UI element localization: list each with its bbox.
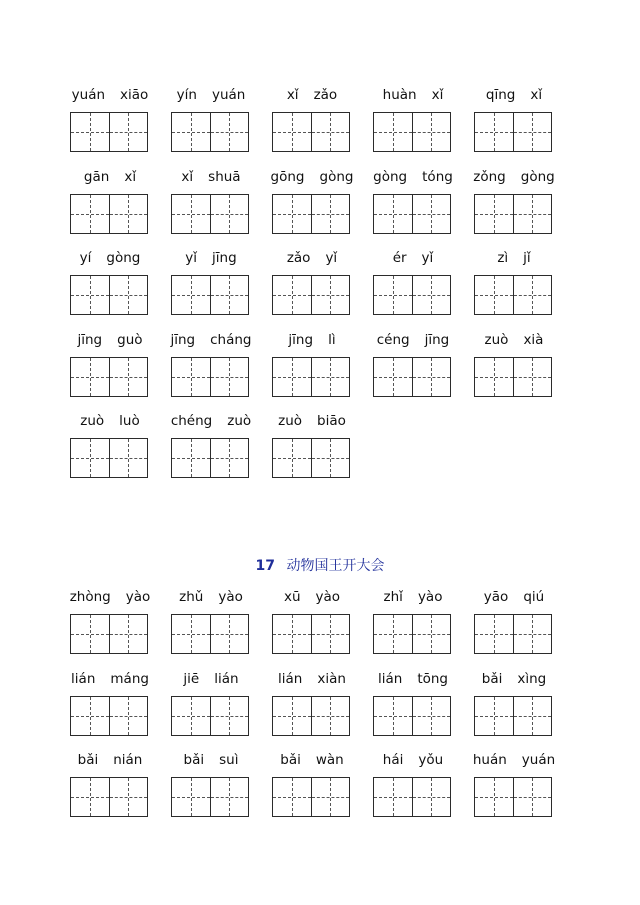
pinyin-row — [0, 670, 640, 752]
pinyin-grid-section-2 — [0, 588, 640, 833]
tianzige-box[interactable] — [412, 195, 451, 233]
pinyin-row — [0, 249, 640, 331]
tianzige-box[interactable] — [475, 195, 513, 233]
tianzige-box[interactable] — [412, 615, 451, 653]
pinyin-grid-section-1 — [0, 86, 640, 494]
pinyin-syllable: zuò — [278, 413, 303, 429]
pinyin-syllable: bǎi — [183, 752, 205, 768]
tianzige-box[interactable] — [210, 439, 249, 477]
tianzige-box[interactable] — [475, 113, 513, 151]
pinyin-label — [369, 751, 457, 769]
writing-box-pair[interactable] — [70, 696, 148, 736]
pinyin-label — [167, 412, 255, 430]
pinyin-syllable: zhòng — [69, 589, 111, 605]
pinyin-label — [167, 168, 255, 186]
writing-box-pair[interactable] — [272, 194, 350, 234]
pinyin-label — [167, 670, 255, 688]
tianzige-box[interactable] — [172, 439, 210, 477]
tianzige-box[interactable] — [475, 615, 513, 653]
word-cell — [171, 670, 272, 752]
pinyin-syllable: bǎi — [77, 752, 99, 768]
tianzige-box[interactable] — [71, 439, 109, 477]
pinyin-syllable: yín — [176, 87, 197, 103]
pinyin-syllable: zuò — [227, 413, 252, 429]
word-cell — [272, 249, 373, 331]
tianzige-box[interactable] — [71, 615, 109, 653]
tianzige-box[interactable] — [210, 697, 249, 735]
writing-box-pair[interactable] — [70, 777, 148, 817]
writing-box-pair[interactable] — [171, 357, 249, 397]
tianzige-box[interactable] — [475, 778, 513, 816]
tianzige-box[interactable] — [109, 615, 148, 653]
pinyin-syllable: jiē — [183, 670, 200, 687]
word-cell — [373, 86, 474, 168]
pinyin-syllable: lián — [71, 670, 96, 687]
pinyin-syllable: zuò — [484, 331, 509, 348]
pinyin-syllable: tōng — [417, 670, 449, 687]
word-cell — [373, 670, 474, 752]
pinyin-syllable: zuò — [80, 413, 105, 429]
word-cell — [373, 751, 474, 833]
tianzige-box[interactable] — [71, 358, 109, 396]
writing-box-pair[interactable] — [373, 275, 451, 315]
pinyin-label — [66, 86, 154, 104]
pinyin-label — [369, 168, 457, 186]
word-cell — [70, 331, 171, 413]
pinyin-label — [369, 86, 457, 104]
writing-box-pair[interactable] — [70, 112, 148, 152]
pinyin-syllable: nián — [113, 752, 143, 768]
tianzige-box[interactable] — [109, 276, 148, 314]
pinyin-syllable: gān — [83, 168, 110, 185]
pinyin-syllable: lì — [328, 331, 336, 348]
word-cell — [272, 751, 373, 833]
writing-box-pair[interactable] — [474, 194, 552, 234]
writing-box-pair[interactable] — [272, 275, 350, 315]
word-cell — [272, 86, 373, 168]
tianzige-box[interactable] — [273, 195, 311, 233]
tianzige-box[interactable] — [412, 276, 451, 314]
word-cell — [171, 588, 272, 670]
word-cell — [70, 168, 171, 250]
pinyin-syllable: xǐ — [124, 168, 137, 185]
pinyin-syllable: xǐ — [286, 87, 299, 103]
tianzige-box[interactable] — [109, 697, 148, 735]
tianzige-box[interactable] — [273, 358, 311, 396]
writing-box-pair[interactable] — [272, 696, 350, 736]
writing-box-pair[interactable] — [474, 275, 552, 315]
pinyin-syllable: gōng — [270, 168, 305, 185]
pinyin-label — [268, 86, 356, 104]
writing-box-pair[interactable] — [272, 357, 350, 397]
pinyin-syllable: jǐ — [523, 250, 531, 266]
tianzige-box[interactable] — [109, 113, 148, 151]
pinyin-syllable: zǒng — [473, 168, 506, 185]
writing-box-pair[interactable] — [70, 614, 148, 654]
word-cell — [272, 331, 373, 413]
pinyin-row — [0, 168, 640, 250]
word-cell — [171, 86, 272, 168]
pinyin-label — [369, 249, 457, 267]
pinyin-label — [470, 168, 558, 186]
tianzige-box[interactable] — [513, 195, 552, 233]
tianzige-box[interactable] — [172, 113, 210, 151]
word-cell — [272, 670, 373, 752]
pinyin-syllable: luò — [119, 413, 140, 429]
tianzige-box[interactable] — [273, 276, 311, 314]
tianzige-box[interactable] — [273, 439, 311, 477]
writing-box-pair[interactable] — [474, 777, 552, 817]
pinyin-label — [268, 670, 356, 688]
word-cell — [373, 168, 474, 250]
word-cell — [171, 412, 272, 494]
pinyin-syllable: xìng — [517, 670, 547, 687]
tianzige-box[interactable] — [311, 358, 350, 396]
writing-box-pair[interactable] — [272, 777, 350, 817]
word-cell — [171, 331, 272, 413]
pinyin-label — [470, 588, 558, 606]
pinyin-syllable: xū — [283, 589, 301, 605]
tianzige-box[interactable] — [475, 276, 513, 314]
writing-box-pair[interactable] — [171, 275, 249, 315]
pinyin-syllable: yí — [79, 250, 92, 266]
tianzige-box[interactable] — [412, 778, 451, 816]
pinyin-syllable: jīng — [424, 331, 450, 348]
pinyin-label — [66, 670, 154, 688]
pinyin-label — [66, 168, 154, 186]
writing-box-pair[interactable] — [272, 438, 350, 478]
pinyin-row — [0, 588, 640, 670]
word-cell — [171, 168, 272, 250]
tianzige-box[interactable] — [412, 697, 451, 735]
pinyin-syllable: yǐ — [325, 250, 338, 266]
pinyin-syllable: shuā — [208, 168, 241, 185]
tianzige-box[interactable] — [172, 778, 210, 816]
word-cell — [171, 751, 272, 833]
tianzige-box[interactable] — [109, 195, 148, 233]
tianzige-box[interactable] — [513, 697, 552, 735]
pinyin-label — [167, 249, 255, 267]
pinyin-syllable: yāo — [483, 589, 509, 605]
word-cell — [474, 331, 575, 413]
writing-box-pair[interactable] — [474, 112, 552, 152]
pinyin-row — [0, 331, 640, 413]
pinyin-label — [470, 249, 558, 267]
tianzige-box[interactable] — [311, 276, 350, 314]
pinyin-syllable: zǎo — [313, 87, 338, 103]
writing-box-pair[interactable] — [373, 614, 451, 654]
writing-box-pair[interactable] — [373, 112, 451, 152]
word-cell — [70, 249, 171, 331]
tianzige-box[interactable] — [311, 439, 350, 477]
pinyin-row — [0, 412, 640, 494]
tianzige-box[interactable] — [374, 276, 412, 314]
pinyin-label — [66, 412, 154, 430]
pinyin-syllable: cháng — [210, 331, 252, 348]
pinyin-row — [0, 751, 640, 833]
writing-box-pair[interactable] — [70, 194, 148, 234]
pinyin-label — [268, 751, 356, 769]
pinyin-syllable: máng — [110, 670, 149, 687]
pinyin-label — [369, 588, 457, 606]
pinyin-syllable: xǐ — [431, 87, 444, 103]
tianzige-box[interactable] — [172, 276, 210, 314]
word-cell — [474, 670, 575, 752]
pinyin-syllable: bǎi — [481, 670, 503, 687]
pinyin-syllable: ér — [392, 250, 407, 266]
writing-box-pair[interactable] — [70, 357, 148, 397]
tianzige-box[interactable] — [172, 697, 210, 735]
word-cell — [474, 588, 575, 670]
pinyin-syllable: lián — [278, 670, 303, 687]
pinyin-syllable: qiú — [523, 589, 545, 605]
pinyin-syllable: gòng — [373, 168, 408, 185]
tianzige-box[interactable] — [374, 195, 412, 233]
pinyin-label — [268, 412, 356, 430]
writing-box-pair[interactable] — [474, 696, 552, 736]
tianzige-box[interactable] — [210, 615, 249, 653]
word-cell — [272, 588, 373, 670]
pinyin-syllable: xiàn — [317, 670, 346, 687]
tianzige-box[interactable] — [109, 778, 148, 816]
pinyin-syllable: xǐ — [181, 168, 194, 185]
writing-box-pair[interactable] — [171, 194, 249, 234]
writing-box-pair[interactable] — [373, 777, 451, 817]
tianzige-box[interactable] — [311, 615, 350, 653]
writing-box-pair[interactable] — [373, 194, 451, 234]
word-cell — [474, 249, 575, 331]
tianzige-box[interactable] — [311, 113, 350, 151]
pinyin-syllable: yuán — [521, 752, 556, 768]
pinyin-label — [268, 168, 356, 186]
tianzige-box[interactable] — [273, 697, 311, 735]
pinyin-label — [470, 331, 558, 349]
writing-box-pair[interactable] — [474, 357, 552, 397]
pinyin-syllable: tóng — [422, 168, 453, 185]
pinyin-syllable: zhǐ — [383, 589, 403, 605]
tianzige-box[interactable] — [311, 778, 350, 816]
pinyin-syllable: qīng — [485, 87, 516, 103]
word-cell — [373, 588, 474, 670]
word-cell — [373, 331, 474, 413]
tianzige-box[interactable] — [109, 358, 148, 396]
tianzige-box[interactable] — [273, 615, 311, 653]
pinyin-syllable: yǐ — [421, 250, 434, 266]
tianzige-box[interactable] — [412, 113, 451, 151]
tianzige-box[interactable] — [513, 615, 552, 653]
lesson-number: 17 — [255, 558, 276, 574]
pinyin-syllable: biāo — [317, 413, 346, 429]
tianzige-box[interactable] — [210, 276, 249, 314]
pinyin-label — [66, 751, 154, 769]
word-cell — [70, 588, 171, 670]
word-cell — [70, 670, 171, 752]
pinyin-label — [167, 751, 255, 769]
pinyin-syllable: yào — [315, 589, 341, 605]
tianzige-box[interactable] — [374, 615, 412, 653]
word-cell — [70, 412, 171, 494]
pinyin-syllable: gòng — [520, 168, 555, 185]
pinyin-label — [167, 331, 255, 349]
word-cell — [373, 249, 474, 331]
writing-box-pair[interactable] — [171, 777, 249, 817]
tianzige-box[interactable] — [109, 439, 148, 477]
tianzige-box[interactable] — [210, 778, 249, 816]
tianzige-box[interactable] — [71, 778, 109, 816]
pinyin-label — [268, 249, 356, 267]
pinyin-label — [470, 751, 558, 769]
pinyin-label — [66, 588, 154, 606]
pinyin-syllable: jīng — [77, 331, 103, 348]
word-cell — [474, 751, 575, 833]
tianzige-box[interactable] — [513, 778, 552, 816]
pinyin-syllable: yào — [125, 589, 151, 605]
tianzige-box[interactable] — [172, 195, 210, 233]
pinyin-label — [268, 588, 356, 606]
pinyin-syllable: wàn — [315, 752, 344, 768]
pinyin-label — [66, 249, 154, 267]
tianzige-box[interactable] — [210, 195, 249, 233]
tianzige-box[interactable] — [513, 113, 552, 151]
word-cell — [474, 86, 575, 168]
word-cell — [272, 412, 373, 494]
pinyin-syllable: yǒu — [418, 752, 444, 768]
pinyin-syllable: yǐ — [185, 250, 198, 266]
tianzige-box[interactable] — [273, 778, 311, 816]
writing-box-pair[interactable] — [373, 696, 451, 736]
lesson-heading — [0, 556, 640, 576]
word-cell — [474, 168, 575, 250]
pinyin-label — [167, 86, 255, 104]
tianzige-box[interactable] — [374, 113, 412, 151]
tianzige-box[interactable] — [513, 358, 552, 396]
pinyin-syllable: suì — [219, 752, 239, 768]
tianzige-box[interactable] — [475, 358, 513, 396]
word-cell — [70, 751, 171, 833]
writing-box-pair[interactable] — [171, 112, 249, 152]
writing-box-pair[interactable] — [171, 438, 249, 478]
pinyin-label — [369, 331, 457, 349]
pinyin-syllable: zì — [497, 250, 509, 266]
lesson-title: 动物国王开大会 — [286, 558, 385, 574]
pinyin-label — [167, 588, 255, 606]
pinyin-label — [66, 331, 154, 349]
pinyin-syllable: yuán — [71, 87, 106, 103]
pinyin-syllable: céng — [376, 331, 410, 348]
tianzige-box[interactable] — [374, 358, 412, 396]
writing-box-pair[interactable] — [70, 275, 148, 315]
tianzige-box[interactable] — [273, 113, 311, 151]
pinyin-syllable: guò — [117, 331, 143, 348]
pinyin-syllable: chéng — [170, 413, 213, 429]
pinyin-syllable: jīng — [212, 250, 237, 266]
pinyin-syllable: zǎo — [286, 250, 311, 266]
pinyin-syllable: hái — [382, 752, 404, 768]
tianzige-box[interactable] — [71, 276, 109, 314]
tianzige-box[interactable] — [374, 697, 412, 735]
pinyin-syllable: yào — [218, 589, 243, 605]
pinyin-label — [470, 86, 558, 104]
word-cell — [171, 249, 272, 331]
pinyin-syllable: xià — [523, 331, 544, 348]
pinyin-row — [0, 86, 640, 168]
tianzige-box[interactable] — [374, 778, 412, 816]
writing-box-pair[interactable] — [373, 357, 451, 397]
pinyin-syllable: jīng — [170, 331, 196, 348]
writing-box-pair[interactable] — [272, 614, 350, 654]
tianzige-box[interactable] — [71, 113, 109, 151]
pinyin-syllable: xǐ — [530, 87, 543, 103]
tianzige-box[interactable] — [513, 276, 552, 314]
pinyin-syllable: gòng — [319, 168, 354, 185]
writing-box-pair[interactable] — [70, 438, 148, 478]
tianzige-box[interactable] — [475, 697, 513, 735]
pinyin-syllable: yào — [417, 589, 443, 605]
tianzige-box[interactable] — [71, 697, 109, 735]
tianzige-box[interactable] — [71, 195, 109, 233]
pinyin-label — [369, 670, 457, 688]
tianzige-box[interactable] — [412, 358, 451, 396]
tianzige-box[interactable] — [311, 697, 350, 735]
tianzige-box[interactable] — [172, 615, 210, 653]
pinyin-syllable: lián — [214, 670, 239, 687]
pinyin-label — [470, 670, 558, 688]
pinyin-syllable: jīng — [288, 331, 314, 348]
pinyin-syllable: bǎi — [280, 752, 301, 768]
tianzige-box[interactable] — [311, 195, 350, 233]
pinyin-syllable: zhǔ — [179, 589, 204, 605]
word-cell — [70, 86, 171, 168]
pinyin-syllable: huàn — [382, 87, 417, 103]
tianzige-box[interactable] — [172, 358, 210, 396]
writing-box-pair[interactable] — [171, 614, 249, 654]
pinyin-syllable: lián — [377, 670, 403, 687]
pinyin-syllable: yuán — [211, 87, 246, 103]
writing-box-pair[interactable] — [474, 614, 552, 654]
pinyin-label — [268, 331, 356, 349]
pinyin-syllable: gòng — [106, 250, 141, 266]
pinyin-syllable: huán — [472, 752, 507, 768]
pinyin-syllable: xiāo — [120, 87, 149, 103]
tianzige-box[interactable] — [210, 358, 249, 396]
word-cell — [272, 168, 373, 250]
writing-box-pair[interactable] — [272, 112, 350, 152]
tianzige-box[interactable] — [210, 113, 249, 151]
writing-box-pair[interactable] — [171, 696, 249, 736]
